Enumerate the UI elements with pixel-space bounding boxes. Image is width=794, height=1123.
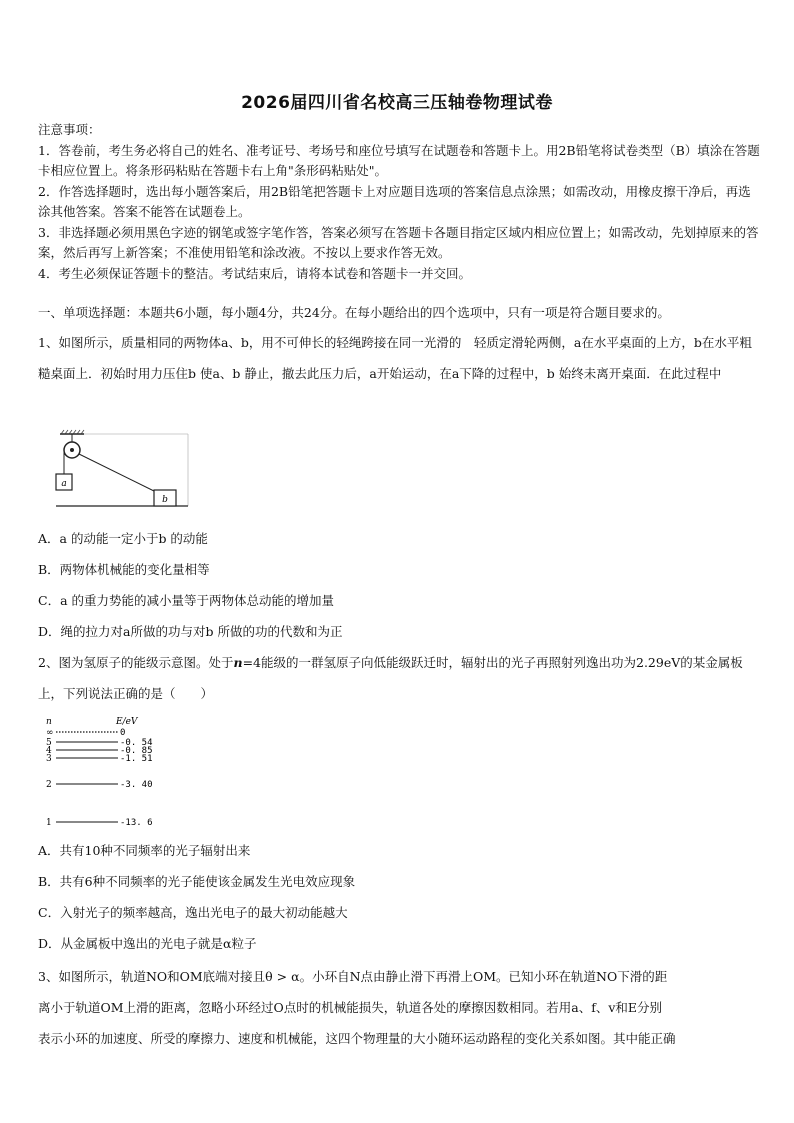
question-1-stem: 1、如图所示，质量相同的两物体a、b，用不可伸长的轻绳跨接在同一光滑的 轻质定滑轮两侧，a在水平桌面的上方，b在水平粗糙桌面上．初始时用力压住b 使a、b 静止，撤去此压力后，a开始运动，在a下降的过程中，b 始终未离开桌面．在此过程中 — [38, 335, 752, 381]
q2-stem-eq: =4 — [242, 655, 261, 670]
level-energy-label: 0 — [120, 728, 126, 738]
note-item: 1．答卷前，考生务必将自己的姓名、准考证号、考场号和座位号填写在试题卷和答题卡上。用2B铅笔将试卷类型（B）填涂在答题卡相应位置上。将条形码粘贴在答题卡右上角"条形码粘贴处"。 — [38, 142, 760, 178]
q2-stem-n: n — [233, 655, 243, 670]
note-item: 4．考生必须保证答题卡的整洁。考试结束后，请将本试卷和答题卡一并交回。 — [38, 265, 471, 281]
level-energy-label: -0. 85 — [120, 746, 153, 756]
energy-levels — [46, 728, 153, 828]
question-2-option-b: B．共有6种不同频率的光子能使该金属发生光电效应现象 — [38, 874, 356, 889]
page-title: 2026届四川省名校高三压轴卷物理试卷 — [241, 93, 553, 113]
q2-stem-pre: 2、图为氢原子的能级示意图。处于 — [38, 655, 234, 670]
level-energy-label: -0. 54 — [120, 738, 153, 748]
level-n-label: 3 — [46, 754, 52, 764]
energy-axis-label: E/eV — [116, 717, 138, 727]
question-2-option-d: D．从金属板中逸出的光电子就是α粒子 — [38, 936, 257, 951]
level-n-label: 1 — [46, 818, 52, 828]
question-3-line: 离小于轨道OM上滑的距离，忽略小环经过O点时的机械能损失，轨道各处的摩擦因数相同。若用a、f、v和E分别 — [38, 1000, 663, 1015]
n-axis-label: n — [46, 717, 52, 727]
question-2-option-a: A．共有10种不同频率的光子辐射出来 — [38, 843, 251, 858]
block-a-label: a — [61, 479, 67, 489]
level-energy-label: -1. 51 — [120, 754, 153, 764]
question-3-stem — [38, 961, 760, 1054]
question-2-option-c: C．入射光子的频率越高，逸出光电子的最大初动能越大 — [38, 905, 348, 920]
level-n-label: 5 — [46, 738, 52, 748]
pulley-diagram — [52, 428, 192, 510]
notes-section — [38, 120, 760, 284]
level-energy-label: -3. 40 — [120, 780, 153, 790]
note-item: 3．非选择题必须用黑色字迹的钢笔或签字笔作答，答案必须写在答题卡各题目指定区域内相应位置上；如需改动，先划掉原来的答案，然后再写上新答案；不准使用铅笔和涂改液。不按以上要求作答无效。 — [38, 224, 759, 260]
block-b-label: b — [162, 495, 168, 505]
level-energy-label: -13. 6 — [120, 818, 153, 828]
note-item: 2．作答选择题时，选出每小题答案后，用2B铅笔把答题卡上对应题目选项的答案信息点涂黑；如需改动，用橡皮擦干净后，再选涂其他答案。答案不能答在试题卷上。 — [38, 183, 751, 219]
notes-heading: 注意事项： — [38, 122, 101, 137]
question-1-option-b: B．两物体机械能的变化量相等 — [38, 562, 210, 577]
question-3-line: 3、如图所示，轨道NO和OM底端对接且θ > α。小环自N点由静止滑下再滑上OM。已知小环在轨道NO下滑的距 — [38, 969, 668, 984]
level-n-label: ∞ — [46, 728, 54, 738]
section-heading: 一、单项选择题：本题共6小题，每小题4分，共24分。在每小题给出的四个选项中，只有一项是符合题目要求的。 — [38, 305, 670, 320]
question-1-option-c: C．a 的重力势能的减小量等于两物体总动能的增加量 — [38, 593, 334, 608]
question-2-stem — [38, 647, 760, 709]
energy-level-diagram — [38, 714, 168, 830]
question-1-option-d: D．绳的拉力对a所做的功与对b 所做的功的代数和为正 — [38, 624, 343, 639]
q2-stem-post: 能级的一群氢原子向低能级跃迁时，辐射出的光子再照射列逸出功为2.29eV的某金属板上，下列说法正确的是（ ） — [38, 655, 743, 701]
level-n-label: 4 — [46, 746, 52, 756]
question-1-option-a: A．a 的动能一定小于b 的动能 — [38, 531, 208, 546]
question-3-line: 表示小环的加速度、所受的摩擦力、速度和机械能，这四个物理量的大小随环运动路程的变化关系如图。其中能正确 — [38, 1031, 676, 1046]
level-n-label: 2 — [46, 780, 52, 790]
